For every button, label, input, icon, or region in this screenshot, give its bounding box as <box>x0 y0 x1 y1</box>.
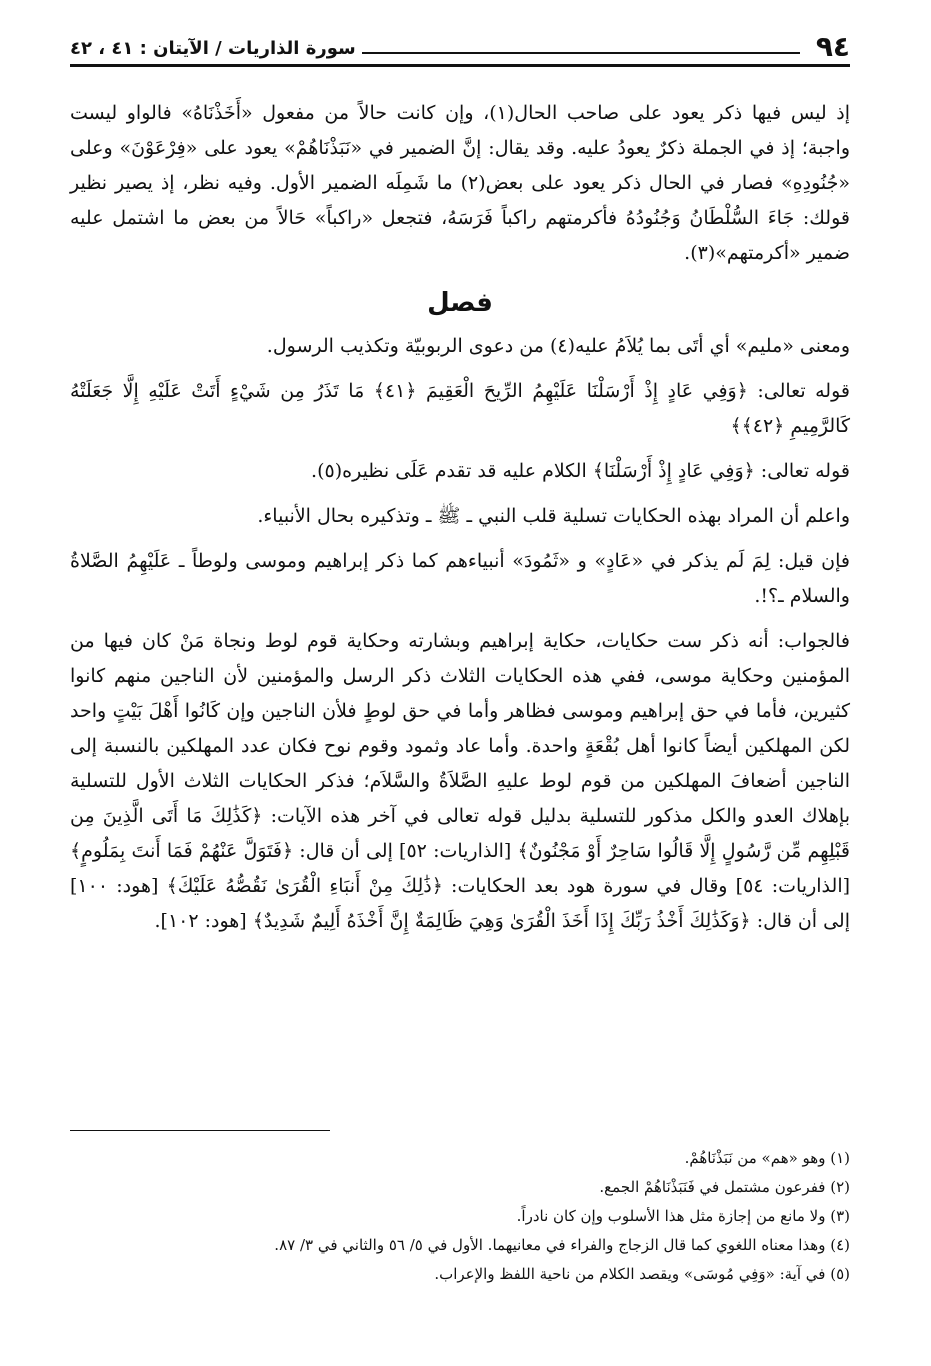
paragraph: إذ ليس فيها ذكر يعود على صاحب الحال(١)، وإن كانت حالاً من مفعول «أَخَذْنَاهُ» فالواو ليست واجبة؛ إذ في الجملة ذكرٌ يعودُ عليه. وقد يقال: إنَّ الضمير في «نَبَذْنَاهُمْ» يعود على «فِرْعَوْنَ» وعلى «جُنُودِهِ» فصار في الحال ذكر يعود على بعض(٢) ما شَمِلَه الضمير الأول. وفيه نظر، إذ يصير نظير قولك: جَاءَ السُّلْطَانُ وَجُنُودُهُ فأكرمتهم راكباً فَرَسَهُ، فتجعل «راكباً» حَالاً من بعض ما اشتمل عليه ضمير «أكرمتهم»(٣). <box>70 102 850 264</box>
paragraph: فالجواب: أنه ذكر ست حكايات، حكاية إبراهيم وبشارته وحكاية قوم لوط ونجاة مَنْ كان فيها من المؤمنين وحكاية موسى، ففي هذه الحكايات الثلاث ذكر الرسل والمؤمنين لأن الناجين منهم كانوا كثيرين، فأما في حق إبراهيم وموسى فظاهر وأما في حق لوطٍ فلأن الناجين وإن كَانُوا أَهْلَ بَيْتٍ واحد لكن المهلكين أيضاً كانوا أهل بُقْعَةٍ واحدة. وأما عاد وثمود وقوم نوح فكان عدد المهلكين بالنسبة إلى الناجين أضعافَ المهلكين من قوم لوط عليهِ الصَّلاَةُ والسَّلاَم؛ فذكر الحكايات الثلاث الأول للتسلية بإهلاك العدو والكل مذكور للتسلية بدليل قوله تعالى في آخر هذه الآيات: ﴿كَذَٰلِكَ مَا أَتَى الَّذِينَ مِن قَبْلِهِم مِّن رَّسُولٍ إِلَّا قَالُوا سَاحِرٌ أَوْ مَجْنُونٌ﴾ [الذاريات: ٥٢] إلى أن قال: ﴿فَتَوَلَّ عَنْهُمْ فَمَا أَنتَ بِمَلُومٍ﴾ [الذاريات: ٥٤] وقال في سورة هود بعد الحكايات: ﴿ذَٰلِكَ مِنْ أَنبَاءِ الْقُرَىٰ نَقُصُّهُ عَلَيْكَ﴾ [هود: ١٠٠] إلى أن قال: ﴿وَكَذَٰلِكَ أَخْذُ رَبِّكَ إِذَا أَخَذَ الْقُرَىٰ وَهِيَ ظَالِمَةٌ إِنَّ أَخْذَهُ أَلِيمٌ شَدِيدٌ﴾ [هود: ١٠٢]. <box>70 630 851 932</box>
paragraph: قوله تعالى: ﴿وَفِي عَادٍ إِذْ أَرْسَلْنَا﴾ الكلام عليه قد تقدم عَلَى نظيره(٥). <box>311 460 850 482</box>
footnote: (٣) ولا مانع من إجازة مثل هذا الأسلوب وإن كان نادراً. <box>516 1207 850 1225</box>
paragraph: واعلم أن المراد بهذه الحكايات تسلية قلب النبي ـ ﷺ ـ وتذكيره بحال الأنبياء. <box>257 505 850 527</box>
header-title: سورة الذاريات / الآيتان : ٤١ ، ٤٢ <box>70 38 356 59</box>
footnote: (١) وهو «هم» من نَبَذْنَاهُمْ. <box>684 1149 850 1167</box>
quran-verse-paragraph: قوله تعالى: ﴿وَفِي عَادٍ إِذْ أَرْسَلْنَا عَلَيْهِمُ الرِّيحَ الْعَقِيمَ ﴿٤١﴾ مَا تَذَرُ مِن شَيْءٍ أَتَتْ عَلَيْهِ إِلَّا جَعَلَتْهُ كَالرَّمِيمِ ﴿٤٢﴾﴾ <box>70 380 850 437</box>
page-body <box>70 96 850 949</box>
page-header <box>70 22 850 67</box>
page-number: ٩٤ <box>815 30 850 63</box>
section-heading: فصل <box>427 288 493 318</box>
footnote: (٤) وهذا معناه اللغوي كما قال الزجاج والفراء في معانيهما. الأول في ٥/ ٥٦ والثاني في ٣/ ٨٧. <box>274 1236 850 1254</box>
footnote: (٢) ففرعون مشتمل في فَنَبَذْنَاهُمْ الجمع. <box>599 1178 850 1196</box>
footnotes <box>70 1144 850 1289</box>
footnote: (٥) في آية: «وَفِي مُوسَى» ويقصد الكلام من ناحية اللفظ والإعراب. <box>434 1265 850 1283</box>
paragraph: فإن قيل: لِمَ لَم يذكر في «عَادٍ» و «ثَمُودَ» أنبياءهم كما ذكر إبراهيم وموسى ولوطاً ـ عَلَيْهِمُ الصَّلاةُ والسلام ـ؟!. <box>70 550 850 607</box>
paragraph: ومعنى «مليم» أي أتَى بما يُلاَمُ عليه(٤) من دعوى الربوبيّة وتكذيب الرسول. <box>266 335 850 357</box>
header-rule <box>362 52 800 54</box>
footnotes-separator <box>70 1130 330 1131</box>
book-page <box>70 22 850 1352</box>
